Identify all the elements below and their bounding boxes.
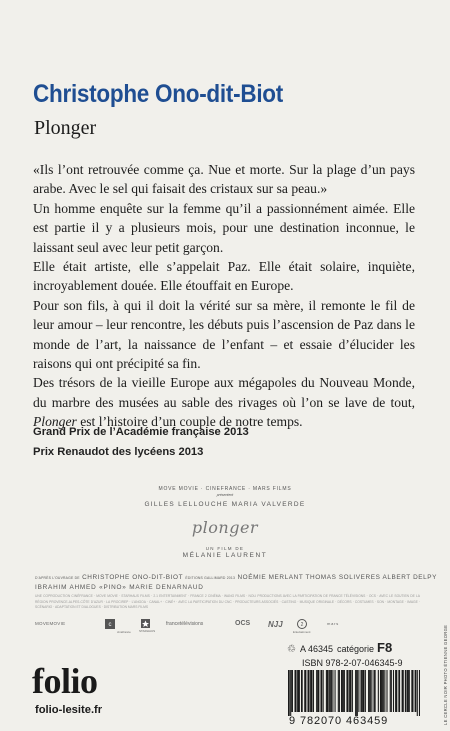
barcode-bar bbox=[316, 670, 317, 712]
barcode-bar bbox=[365, 670, 366, 712]
price-info bbox=[287, 640, 403, 668]
barcode-bar bbox=[352, 670, 353, 712]
barcode-bar bbox=[329, 670, 330, 712]
barcode-bar bbox=[341, 670, 342, 712]
book-title: Plonger bbox=[34, 117, 97, 139]
barcode-bar bbox=[338, 670, 339, 712]
partner-logo: STARHAUS bbox=[139, 629, 156, 633]
barcode-bar bbox=[297, 670, 298, 712]
photo-credit: LE CERCLE NOIR PHOTO ÉTIENNE GEORGE bbox=[443, 624, 448, 725]
partner-logo: mars bbox=[327, 621, 340, 626]
barcode-bar bbox=[355, 670, 356, 716]
barcode-bar bbox=[310, 670, 311, 712]
barcode-bar bbox=[346, 670, 348, 712]
barcode-bar bbox=[378, 670, 379, 712]
publisher-website[interactable]: folio-lesite.fr bbox=[35, 704, 103, 716]
barcode-bar bbox=[415, 670, 417, 712]
partner-logo: OCS bbox=[235, 620, 251, 627]
film-producers: MOVE MOVIE · CINEFRANCE · MARS FILMS bbox=[158, 486, 292, 492]
barcode-bar bbox=[330, 670, 332, 712]
partner-logo: MOVEMOVIE bbox=[35, 621, 66, 626]
prizes-list bbox=[33, 422, 249, 462]
film-cast-line bbox=[35, 574, 438, 581]
barcode-bar bbox=[419, 670, 420, 716]
catalog-line bbox=[287, 640, 403, 655]
barcode-bar bbox=[417, 670, 418, 716]
film-presents: présentent bbox=[216, 493, 234, 497]
partner-logo: francetélévisions bbox=[166, 621, 204, 627]
barcode-bar bbox=[390, 670, 391, 712]
film-source-prefix: D’APRÈS L’OUVRAGE DE bbox=[35, 576, 80, 580]
barcode-bar bbox=[323, 670, 324, 712]
barcode-bar bbox=[371, 670, 372, 712]
partner-logo: NJJ bbox=[268, 620, 283, 629]
blurb bbox=[33, 160, 415, 432]
prize-item: Grand Prix de l’Académie française 2013 bbox=[33, 426, 249, 438]
film-cast-line: IBRAHIM AHMED «PINO» MARIE DENARNAUD bbox=[35, 584, 204, 591]
recycle-icon: ♲ bbox=[287, 644, 296, 655]
barcode-bar bbox=[294, 670, 296, 712]
barcode-bar bbox=[386, 670, 387, 712]
barcode-bar bbox=[343, 670, 345, 712]
barcode-bar bbox=[299, 670, 300, 712]
film-fine-print: UNE COPRODUCTION CINÉFRANCE · MOVE MOVIE · STARHAUS FILMS · 2.1 ENTERTAINMENT · FRANCE 2 CINÉMA · WANG FILMS · NOLI PRODUCTIONS AVEC LA PARTICIPATION DE FRANCE TÉLÉVISIONS · OCS · AVEC LE SOUTIEN DE LA RÉGION PROVENCE-ALPES-CÔTE D’AZUR · LA PROCIREP · L’ANGOA · CANAL+ · CINÉ+ · AVEC LA PARTICIPATION DU CNC · PRODUCTEURS ASSOCIÉS · CASTING · MUSIQUE ORIGINALE · DÉCORS · COSTUMES · SON · MONTAGE · IMAGE · SCÉNARIO · ADAPTATION ET DIALOGUES · DISTRIBUTION MARS FILMS bbox=[35, 594, 420, 610]
film-cast-actors: NOÉMIE MERLANT THOMAS SOLIVERES ALBERT DELPY bbox=[237, 574, 438, 581]
barcode-bar bbox=[335, 670, 336, 712]
barcode-bar bbox=[391, 670, 392, 712]
barcode-bar bbox=[349, 670, 350, 712]
barcode-bar bbox=[381, 670, 382, 712]
barcode-bar bbox=[369, 670, 371, 712]
barcode-bar bbox=[327, 670, 329, 712]
barcode-bar bbox=[403, 670, 404, 712]
barcode-bar bbox=[393, 670, 394, 712]
svg-text:c: c bbox=[108, 622, 112, 628]
partner-logo: cinéfrance bbox=[117, 630, 131, 634]
blurb-paragraph: Pour son fils, à qui il doit la vérité sur sa mère, il remonte le fil de leur amour – leur rencontre, les débuts puis l’ascension de Paz dans le monde de l’art, la naissance de l’enfant – et essaie d’élucider les raisons qui ont précipité sa fin. bbox=[33, 297, 415, 372]
barcode-bar bbox=[380, 670, 381, 712]
blurb-paragraph: «Ils l’ont retrouvée comme ça. Nue et morte. Sur la plage d’un pays arabe. Avec le sel qui faisait des cristaux sur sa peau.» bbox=[33, 162, 415, 197]
category-code: F8 bbox=[377, 640, 393, 655]
barcode-bar bbox=[301, 670, 303, 712]
category-label: catégorie bbox=[337, 644, 375, 654]
barcode-bar bbox=[350, 670, 352, 712]
blurb-text: est l’histoire d’un couple de notre temps. bbox=[80, 414, 303, 430]
film-source-publisher: ÉDITIONS GALLIMARD 2013 bbox=[185, 576, 236, 580]
blurb-paragraph: Un homme enquête sur la femme qu’il a passionnément aimée. Elle est partie il y a plusieurs mois, pour une destination inconnue, le laissant seul avec leur petit garçon. bbox=[33, 200, 415, 255]
barcode-bar bbox=[407, 670, 408, 712]
barcode-graphic bbox=[288, 670, 420, 716]
film-title: plonger bbox=[191, 518, 259, 537]
barcode-bar bbox=[356, 670, 358, 716]
barcode-number: 9 782070 463459 bbox=[289, 715, 389, 727]
barcode-bar bbox=[318, 670, 319, 712]
film-by-label: UN FILM DE bbox=[205, 546, 245, 551]
barcode-bar bbox=[311, 670, 313, 712]
barcode-bar bbox=[360, 670, 361, 712]
barcode-bar bbox=[362, 670, 363, 712]
blurb-italic-title: Plonger bbox=[33, 414, 77, 430]
blurb-paragraph: Elle était artiste, elle s’appelait Paz. Elle était solaire, inquiète, incroyablement douée. Elle étouffait en Europe. bbox=[33, 259, 415, 294]
author-name: Christophe Ono-dit-Biot bbox=[33, 80, 284, 108]
barcode-bar bbox=[290, 670, 291, 716]
barcode-bar bbox=[339, 670, 340, 712]
barcode-bar bbox=[305, 670, 306, 712]
barcode-bar bbox=[332, 670, 333, 712]
barcode-bar bbox=[368, 670, 369, 712]
barcode-bar bbox=[363, 670, 365, 712]
blurb-text: Des trésors de la vieille Europe aux mégapoles du Nouveau Monde, du marbre des musées au sable des rivages où l’on se lave de tout, bbox=[33, 375, 415, 410]
catalog-number: A 46345 bbox=[299, 644, 334, 654]
barcode-bar bbox=[291, 670, 293, 712]
svg-text:2: 2 bbox=[300, 622, 304, 628]
film-stars: GILLES LELLOUCHE MARIA VALVERDE bbox=[144, 501, 306, 508]
publisher-logo: folio bbox=[32, 661, 98, 701]
barcode-bar bbox=[384, 670, 385, 712]
barcode-bar bbox=[375, 670, 376, 712]
film-director: MÉLANIE LAURENT bbox=[182, 552, 268, 559]
partner-logo: Entertainment bbox=[293, 630, 311, 634]
barcode-bar bbox=[307, 670, 309, 712]
barcode-bar bbox=[405, 670, 407, 712]
partner-logos bbox=[35, 619, 420, 637]
cinefrance-logo bbox=[105, 619, 115, 631]
barcode-bar bbox=[408, 670, 410, 712]
barcode-bar bbox=[358, 670, 359, 712]
film-credits bbox=[0, 486, 450, 559]
barcode-bar bbox=[396, 670, 397, 712]
barcode-bar bbox=[398, 670, 400, 712]
isbn: ISBN 978-2-07-046345-9 bbox=[302, 658, 403, 668]
barcode-bar bbox=[412, 670, 413, 712]
barcode-bar bbox=[288, 670, 290, 716]
barcode-bar bbox=[342, 670, 343, 712]
barcode-bar bbox=[320, 670, 322, 712]
barcode-bar bbox=[326, 670, 327, 712]
barcode-bar bbox=[382, 670, 384, 712]
film-source-author: CHRISTOPHE ONO-DIT-BIOT bbox=[82, 574, 184, 581]
prize-item: Prix Renaudot des lycéens 2013 bbox=[33, 446, 204, 458]
barcode-bar bbox=[373, 670, 374, 712]
barcode-bar bbox=[313, 670, 314, 712]
